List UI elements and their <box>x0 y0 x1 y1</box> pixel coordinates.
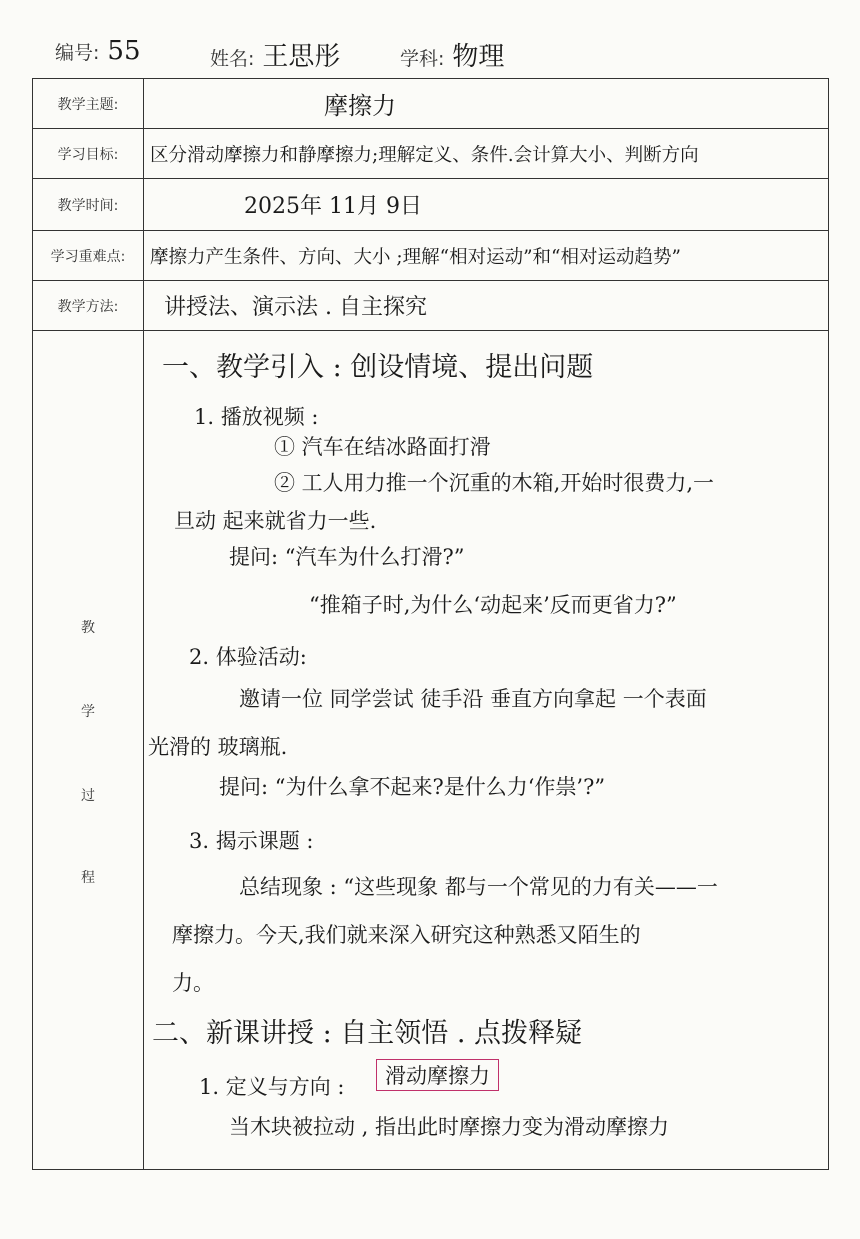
text-line: 提问: “汽车为什么打滑?” <box>229 545 465 569</box>
header <box>55 36 815 80</box>
goal-label: 学习目标: <box>57 146 119 163</box>
subheading: 1. 播放视频 : <box>194 405 319 429</box>
text-line: 总结现象 : “这些现象 都与一个常见的力有关——一 <box>239 875 718 899</box>
subheading: 1. 定义与方向 : <box>199 1075 345 1099</box>
highlighted-term <box>376 1059 499 1091</box>
process-label <box>33 331 143 1169</box>
number-label: 编号: <box>55 42 100 64</box>
difficulty-value: 摩擦力产生条件、方向、大小 ;理解“相对运动”和“相对运动趋势” <box>143 231 828 280</box>
process-label-char: 程 <box>81 870 95 886</box>
process-label-char: 教 <box>81 620 95 636</box>
topic-row <box>33 79 828 129</box>
text-line: 当木块被拉动 , 指出此时摩擦力变为滑动摩擦力 <box>229 1115 670 1139</box>
time-label: 教学时间: <box>57 197 119 214</box>
goal-value: 区分滑动摩擦力和静摩擦力;理解定义、条件.会计算大小、判断方向 <box>143 129 828 178</box>
time-value: 2025年 11月 9日 <box>143 179 828 230</box>
name-value: 王思彤 <box>262 42 341 72</box>
section-heading: 二、新课讲授 : 自主领悟 . 点拨释疑 <box>152 1018 583 1049</box>
method-label: 教学方法: <box>57 298 119 315</box>
text-line: 邀请一位 同学尝试 徒手沿 垂直方向拿起 一个表面 <box>239 687 707 711</box>
highlight-box: 滑动摩擦力 <box>376 1059 499 1091</box>
text-line: 提问: “为什么拿不起来?是什么力‘作祟’?” <box>219 775 606 799</box>
method-value: 讲授法、演示法 . 自主探究 <box>143 281 828 330</box>
text-line: 摩擦力。今天,我们就来深入研究这种熟悉又陌生的 <box>172 923 641 947</box>
process-section <box>33 331 828 1169</box>
text-line: ① 汽车在结冰路面打滑 <box>274 435 491 459</box>
process-label-char: 学 <box>81 704 95 720</box>
text-line: “推箱子时,为什么‘动起来’反而更省力?” <box>309 593 677 617</box>
difficulty-label: 学习重难点: <box>50 248 126 265</box>
subject-label: 学科: <box>400 48 445 70</box>
text-line: 力。 <box>172 971 214 995</box>
lesson-plan-table <box>32 78 829 1170</box>
time-row <box>33 179 828 231</box>
subheading: 3. 揭示课题 : <box>189 829 314 853</box>
subject-value: 物理 <box>452 42 505 72</box>
goal-row <box>33 129 828 179</box>
difficulty-row <box>33 231 828 281</box>
process-body <box>143 331 828 1169</box>
number-field <box>55 36 141 66</box>
process-label-char: 过 <box>81 788 95 804</box>
topic-label: 教学主题: <box>57 96 119 113</box>
text-line: 光滑的 玻璃瓶. <box>148 735 288 759</box>
subject-field <box>400 36 504 73</box>
name-label: 姓名: <box>210 48 255 70</box>
section-heading: 一、教学引入 : 创设情境、提出问题 <box>162 352 594 383</box>
number-value: 55 <box>107 36 141 66</box>
text-line: ② 工人用力推一个沉重的木箱,开始时很费力,一 <box>274 471 715 495</box>
method-row <box>33 281 828 331</box>
topic-value: 摩擦力 <box>143 79 828 128</box>
subheading: 2. 体验活动: <box>189 645 307 669</box>
name-field <box>210 36 340 73</box>
text-line: 旦动 起来就省力一些. <box>174 509 377 533</box>
